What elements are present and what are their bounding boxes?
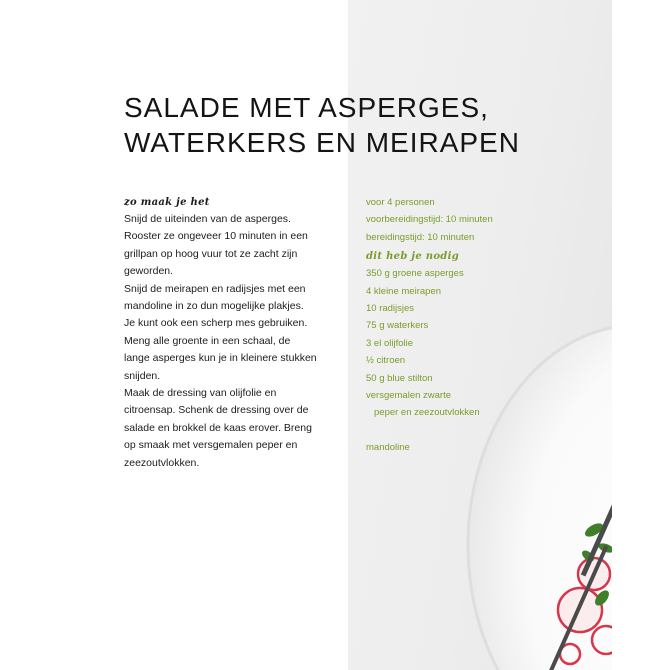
- method-line: lange asperges kun je in kleinere stukken: [124, 352, 317, 365]
- ingredient-item: 4 kleine meirapen: [366, 285, 441, 297]
- ingredients-heading: dit heb je nodig: [366, 251, 459, 263]
- ingredient-item: ½ citroen: [366, 355, 406, 367]
- ingredient-item: peper en zeezoutvlokken: [374, 407, 480, 419]
- method-line: salade en brokkel de kaas erover. Breng: [124, 421, 312, 434]
- method-line: mandoline in zo dun mogelijke plakjes.: [124, 300, 304, 313]
- recipe-title: [124, 90, 520, 160]
- recipe-meta: [366, 194, 606, 456]
- method-line: snijden.: [124, 369, 161, 382]
- method-line: citroensap. Schenk de dressing over de: [124, 404, 309, 417]
- method-line: grillpan op hoog vuur tot ze zacht zijn: [124, 247, 298, 260]
- prep-time: voorbereidingstijd: 10 minuten: [366, 214, 493, 226]
- method-section: [124, 194, 344, 472]
- ingredient-item: 50 g blue stilton: [366, 372, 433, 384]
- equipment: mandoline: [366, 441, 410, 453]
- method-line: zeezoutvlokken.: [124, 456, 200, 469]
- method-line: Snijd de meirapen en radijsjes met een: [124, 282, 306, 295]
- method-line: op smaak met versgemalen peper en: [124, 439, 298, 452]
- method-line: Maak de dressing van olijfolie en: [124, 387, 277, 400]
- cook-time: bereidingstijd: 10 minuten: [366, 231, 475, 243]
- method-line: geworden.: [124, 265, 174, 278]
- ingredient-item: 3 el olijfolie: [366, 337, 413, 349]
- ingredient-item: versgemalen zwarte: [366, 389, 452, 401]
- title-line: SALADE MET ASPERGES,: [124, 92, 489, 123]
- method-line: Je kunt ook een scherp mes gebruiken.: [124, 317, 308, 330]
- method-line: Rooster ze ongeveer 10 minuten in een: [124, 230, 308, 243]
- method-line: Meng alle groente in een schaal, de: [124, 334, 291, 347]
- method-heading: zo maak je het: [124, 197, 210, 208]
- spacer: [366, 422, 606, 439]
- ingredient-item: 75 g waterkers: [366, 320, 429, 332]
- servings: voor 4 personen: [366, 197, 435, 208]
- ingredient-item: 350 g groene asperges: [366, 268, 464, 280]
- title-line: WATERKERS EN MEIRAPEN: [124, 127, 520, 158]
- method-line: Snijd de uiteinden van de asperges.: [124, 213, 291, 225]
- ingredient-item: 10 radijsjes: [366, 302, 415, 314]
